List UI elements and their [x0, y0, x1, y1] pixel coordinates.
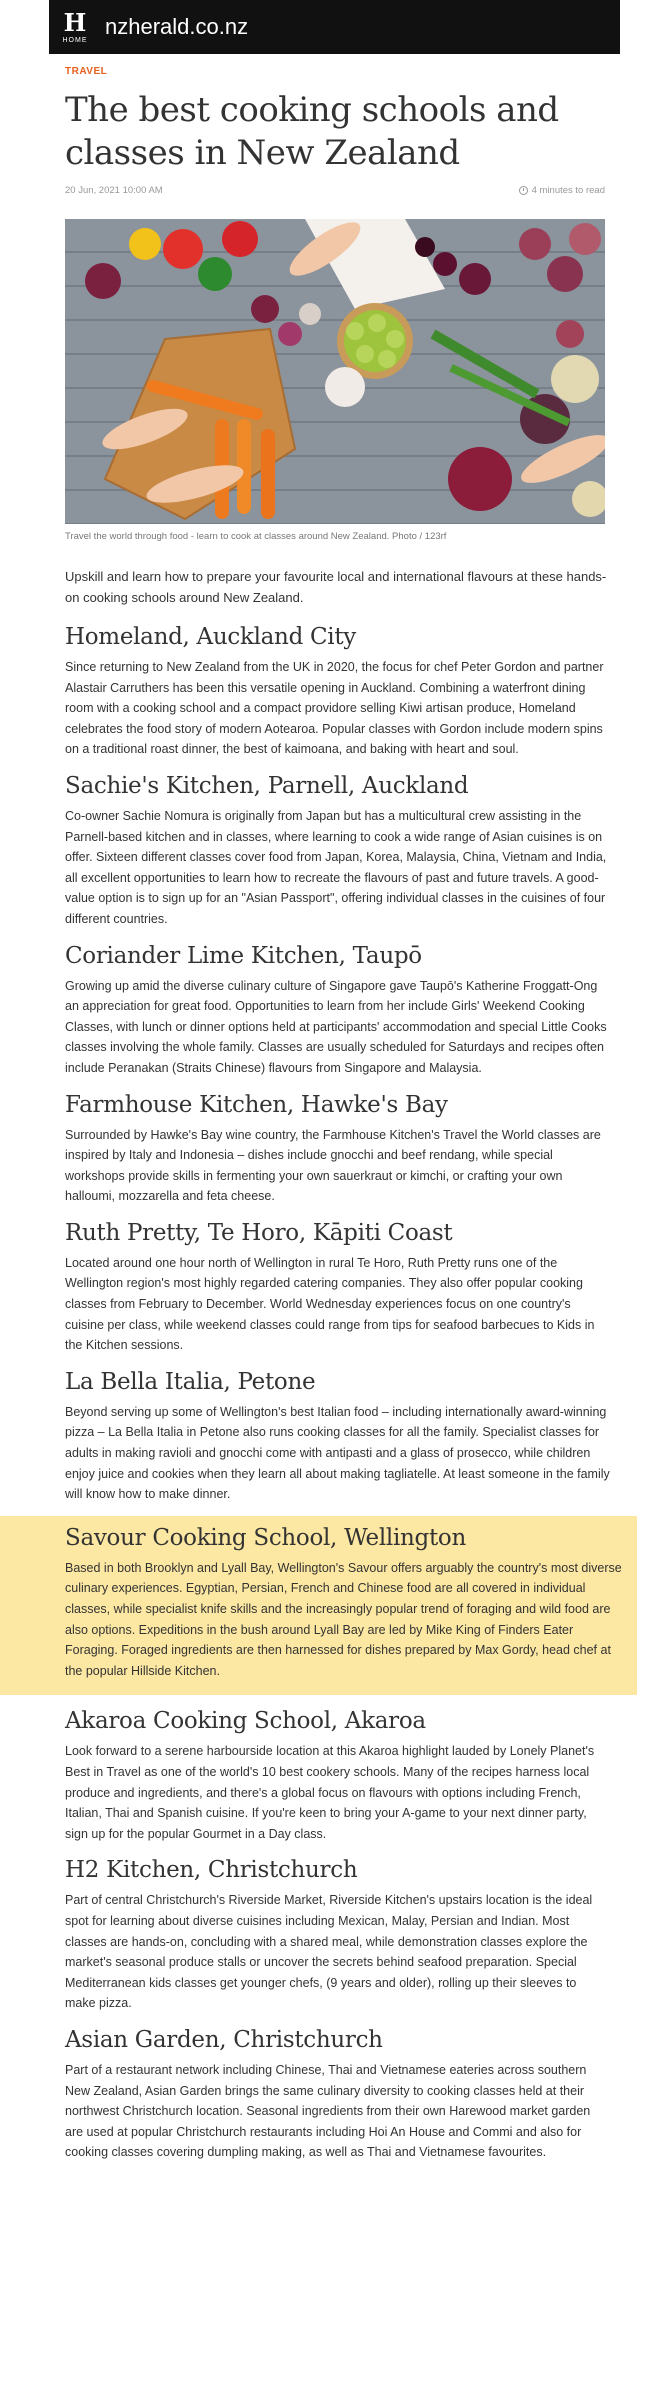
- entry-text: Located around one hour north of Wellington in rural Te Horo, Ruth Pretty runs one of the Wellington region's most highly regarded catering companies. They also offer popular cooking classes from February to December. World Wednesday experiences focus on one country's cuisine per class, while weekend classes could range from tips for seafood barbecues to Kids in the Kitchen sessions.: [65, 1255, 595, 1353]
- entry-la-bella-italia: [65, 1367, 610, 1505]
- hero-image: [65, 219, 605, 524]
- entry-homeland: [65, 622, 610, 760]
- entry-text: Beyond serving up some of Wellington's best Italian food – including internationally award-winning pizza – La Bella Italia in Petone also runs cooking classes for all the family. Specialist classes for adults in making ravioli and gnocchi come with antipasti and a glass of prosecco, while children enjoy juice and cookies when they learn all about making tagliatelle. At least someone in the family will know how to make dinner.: [65, 1404, 610, 1502]
- entry-coriander-lime: [65, 941, 610, 1079]
- entry-text: Surrounded by Hawke's Bay wine country, the Farmhouse Kitchen's Travel the World classes are inspired by Italy and Indonesia – dishes include gnocchi and beef rendang, while special workshops provide skills in fermenting your own sauerkraut or kimchi, or crafting your own halloumi, mozzarella and feta cheese.: [65, 1127, 601, 1204]
- entry-akaroa: [65, 1706, 610, 1844]
- section-label-link[interactable]: TRAVEL: [65, 66, 108, 77]
- read-time: [519, 185, 605, 196]
- entry-title: Sachie's Kitchen, Parnell, Auckland: [65, 772, 469, 799]
- entry-text: Co-owner Sachie Nomura is originally from Japan but has a multicultural crew assisting in the Parnell-based kitchen and in classes, where learning to cook a wide range of Asian cuisines is on offer. Sixteen different classes cover food from Japan, Korea, Malaysia, China, Vietnam and India, all excellent opportunities to learn how to recreate the flavours of past and future travels. A good-value option is to sign up for an "Asian Passport", offering individual classes in the cuisines of four different countries.: [65, 808, 607, 926]
- home-logo-label: HOME: [62, 37, 88, 44]
- entry-text: Based in both Brooklyn and Lyall Bay, Wellington's Savour offers arguably the country's most diverse culinary experiences. Egyptian, Persian, French and Chinese food are all covered in individual classes, while specialist knife skills and the increasingly popular trend of foraging and wild food are also options. Expeditions in the bush around Lyall Bay are led by Mike King of Finders Eater Foraging. Foraged ingredients are then harnessed for dishes prepared by Max Gordy, head chef at the popular Hillside Kitchen.: [65, 1560, 622, 1678]
- article-intro: Upskill and learn how to prepare your favourite local and international flavours at these hands-on cooking schools around New Zealand.: [65, 569, 607, 605]
- entry-sachies-kitchen: [65, 771, 610, 930]
- entry-title: Akaroa Cooking School, Akaroa: [65, 1708, 426, 1735]
- entry-asian-garden: [65, 2025, 610, 2163]
- entry-h2-kitchen: [65, 1855, 610, 2014]
- entry-savour-highlighted: [0, 1516, 637, 1696]
- site-name-link[interactable]: nzherald.co.nz: [105, 14, 249, 39]
- article-body: [65, 566, 622, 2163]
- article-meta: [65, 185, 605, 196]
- publish-date: 20 Jun, 2021 10:00 AM: [65, 185, 163, 196]
- hero-food-illustration: [65, 219, 605, 524]
- entry-farmhouse-kitchen: [65, 1090, 610, 1207]
- entry-title: Ruth Pretty, Te Horo, Kāpiti Coast: [65, 1219, 453, 1246]
- entry-title: Savour Cooking School, Wellington: [65, 1524, 466, 1551]
- entry-title: Farmhouse Kitchen, Hawke's Bay: [65, 1091, 448, 1118]
- entry-text: Since returning to New Zealand from the UK in 2020, the focus for chef Peter Gordon and partner Alastair Carruthers has been this versatile opening in Auckland. Combining a waterfront dining room with a cooking school and a compact providore selling Kiwi artisan produce, Homeland celebrates the food story of modern Aotearoa. Popular classes with Gordon include modern spins on a traditional roast dinner, the best of kaimoana, and baking with heart and soul.: [65, 660, 604, 757]
- home-logo-button[interactable]: [55, 4, 95, 50]
- article-headline: The best cooking schools and classes in New Zealand: [65, 90, 559, 173]
- read-time-label: 4 minutes to read: [531, 185, 605, 196]
- entry-title: Coriander Lime Kitchen, Taupō: [65, 942, 422, 969]
- entry-text: Part of central Christchurch's Riverside Market, Riverside Kitchen's upstairs location is the ideal spot for learning about diverse cuisines including Mexican, Malay, Persian and Indian. Most classes are hands-on, concluding with a shared meal, while demonstration classes explore the market's seasonal produce stalls or uncover the secrets behind seafood preparation. Special Mediterranean kids classes get younger chefs, (9 years and older), rolling up their sleeves to make pizza.: [65, 1893, 593, 2011]
- entry-title: H2 Kitchen, Christchurch: [65, 1857, 358, 1884]
- image-caption: Travel the world through food - learn to cook at classes around New Zealand. Photo / 123rf: [65, 531, 447, 542]
- entry-text: Growing up amid the diverse culinary culture of Singapore gave Taupō's Katherine Froggatt-Ong an appreciation for great food. Opportunities to learn from her include Girls' Weekend Cooking Classes, with lunch or dinner options held at participants' accommodation and special Little Cooks classes involving the whole family. Classes are usually scheduled for Saturdays and recipes often include Peranakan (Straits Chinese) flavours from Singapore and Malaysia.: [65, 978, 607, 1075]
- entry-title: Homeland, Auckland City: [65, 624, 356, 650]
- site-header: [49, 0, 620, 54]
- entry-text: Part of a restaurant network including Chinese, Thai and Vietnamese eateries across southern New Zealand, Asian Garden brings the same culinary diversity to cooking classes held at their northwest Christchurch location. Seasonal ingredients from their own Harewood market garden are used at popular Christchurch restaurants including Hoi An House and Commi and also for cooking classes covering dumpling making, as well as Thai and Vietnamese favourites.: [65, 2062, 591, 2160]
- entry-text: Look forward to a serene harbourside location at this Akaroa highlight lauded by Lonely Planet's Best in Travel as one of the world's 10 best cookery schools. Many of the recipes harness local produce and ingredients, and there's a global focus on flavours with options including French, Italian, Thai and Spanish cuisine. If you're keen to bring your A-game to your next dinner party, sign up for the popular Gourmet in a Day class.: [65, 1744, 595, 1841]
- entry-title: Asian Garden, Christchurch: [65, 2026, 383, 2053]
- entry-title: La Bella Italia, Petone: [65, 1368, 316, 1395]
- home-logo-letter: H: [63, 8, 87, 37]
- entry-ruth-pretty: [65, 1218, 610, 1356]
- article-header: [65, 66, 605, 196]
- clock-icon: [519, 186, 528, 195]
